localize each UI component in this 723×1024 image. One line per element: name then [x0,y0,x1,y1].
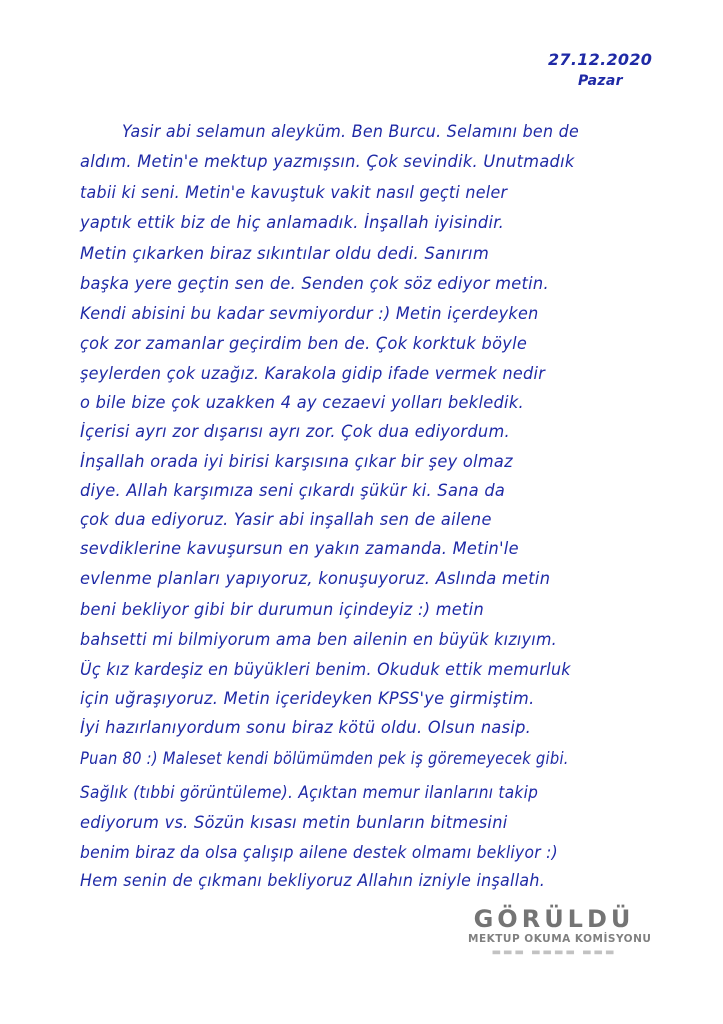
letter-line: o bile bize çok uzakken 4 ay cezaevi yolları bekledik. [80,393,524,412]
letter-line: benim biraz da olsa çalışıp ailene destek olmamı bekliyor :) [80,843,558,862]
letter-line: Puan 80 :) Maleset kendi bölümümden pek iş göremeyecek gibi. [80,749,569,768]
seen-stamp [468,905,652,978]
letter-line: İçerisi ayrı zor dışarısı ayrı zor. Çok dua ediyordum. [80,422,510,441]
letter-line: aldım. Metin'e mektup yazmışsın. Çok sevindik. Unutmadık [80,152,575,171]
letter-line: çok zor zamanlar geçirdim ben de. Çok korktuk böyle [80,334,528,353]
letter-line: şeylerden çok uzağız. Karakola gidip ifade vermek nedir [80,364,546,383]
letter-line: sevdiklerine kavuşursun en yakın zamanda. Metin'le [80,539,519,558]
letter-line: Hem senin de çıkmanı bekliyoruz Allahın izniyle inşallah. [80,871,546,890]
letter-line: İnşallah orada iyi birisi karşısına çıkar bir şey olmaz [80,452,513,471]
letter-line: için uğraşıyoruz. Metin içerideyken KPSS'ye girmiştim. [80,689,535,708]
letter-line: Yasir abi selamun aleyküm. Ben Burcu. Selamını ben de [122,122,579,141]
letter-line: tabii ki seni. Metin'e kavuştuk vakit nasıl geçti neler [80,183,508,202]
letter-line: evlenme planları yapıyoruz, konuşuyoruz. Aslında metin [80,569,551,588]
letter-line: Metin çıkarken biraz sıkıntılar oldu dedi. Sanırım [80,244,490,263]
letter-date: 27.12.2020 [548,50,653,69]
letter-line: bahsetti mi bilmiyorum ama ben ailenin en büyük kızıyım. [80,630,558,649]
letter-line: diye. Allah karşımıza seni çıkardı şükür ki. Sana da [80,481,506,500]
letter-line: Kendi abisini bu kadar sevmiyordur :) Metin içerdeyken [80,304,539,323]
stamp-title: GÖRÜLDÜ [473,905,635,933]
letter-day: Pazar [578,73,623,89]
letter-line: İyi hazırlanıyordum sonu biraz kötü oldu. Olsun nasip. [80,718,532,737]
letter-line: ediyorum vs. Sözün kısası metin bunların bitmesini [80,813,508,832]
letter-line: beni bekliyor gibi bir durumun içindeyiz :) metin [80,600,485,619]
letter-line: Sağlık (tıbbi görüntüleme). Açıktan memur ilanlarını takip [80,783,539,802]
letter-line: Üç kız kardeşiz en büyükleri benim. Okuduk ettik memurluk [80,660,571,679]
stamp-faded-line: ▬▬▬ ▬▬▬▬ ▬▬▬ [491,947,617,958]
letter-line: başka yere geçtin sen de. Senden çok söz ediyor metin. [80,274,549,293]
letter-line: yaptık ettik biz de hiç anlamadık. İnşallah iyisindir. [80,213,505,232]
letter-line: çok dua ediyoruz. Yasir abi inşallah sen de ailene [80,510,492,529]
stamp-subtitle: MEKTUP OKUMA KOMİSYONU [468,933,652,945]
